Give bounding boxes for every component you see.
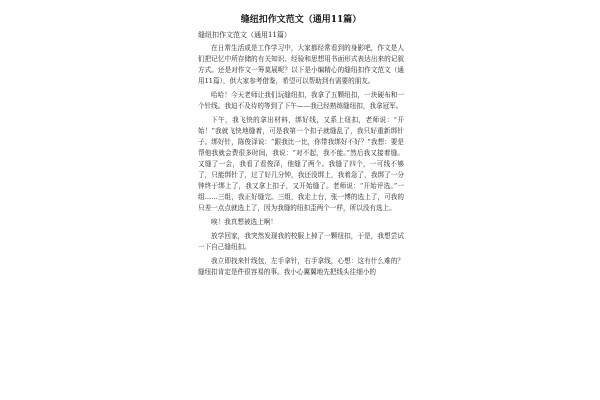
paragraph-competition: 下午，我飞快的拿出材料，绑好线，又系上纽扣，老师说：“开始！”我就飞快地缝着，可是我第一个扣子就缝乱了，我只好重新绑针子。绑好针，陈俊泽说：“跟我比一比，你带我绑好不好？”我想：要是帮他我就会费很多时间，我说：“对不起，我不能。”然后我又接着缝。又缝了一会，我看了看俊泽，他缝了两个。我缝了四个，一可线不够了，只能绑针了，过了好几分钟，我还没绑上，我着急了，我绑了一分钟终于绑上了，我又拿上扣子，又开始缝了。老师说：“开始评选。”一组……三组，我正好缝完。三组，我走上台，张一博的选上了，可我的只差一点点就选上了，因为我缝的纽扣歪两个一样，所以没有选上。 bbox=[198, 116, 404, 212]
paragraph-sewing-kit: 我立即找来针线包，左手拿针，右手拿线，心想：这有什么难的？缝纽扣肯定是件很容易的事。我小心翼翼地先把线头往细小的 bbox=[198, 257, 404, 276]
paragraph-sigh: 唉！我真想被选上啊！ bbox=[211, 218, 277, 226]
paragraph-after-school: 放学回家，我突然发现我的校服上掉了一颗纽扣，于是，我想尝试一下自己缝纽扣。 bbox=[198, 232, 404, 251]
paragraph-intro: 在日常生活或是工作学习中，大家都经常看到的身影吧，作文是人们把记忆中所存储的有关知识、经验和思想用书面形式表达出来的记叙方式。还是对作文一筹莫展呢？以下是小编精心的缝纽扣作文范文（通用11篇），供大家参考借鉴，希望可以帮助到有需要的朋友。 bbox=[198, 44, 404, 85]
document-subtitle: 缝纽扣作文范文（通用11篇） bbox=[198, 31, 291, 39]
paragraph-teacher-activity: 哈哈！今天老师让我们玩缝纽扣，我拿了五颗纽扣，一块硬布和一个针线。我迫不及待的等到了下午——我已经熟练缝纽扣，我拿冠军。 bbox=[198, 91, 404, 110]
document-title: 缝纽扣作文范文（通用11篇） bbox=[240, 15, 362, 25]
document-body bbox=[198, 14, 404, 281]
